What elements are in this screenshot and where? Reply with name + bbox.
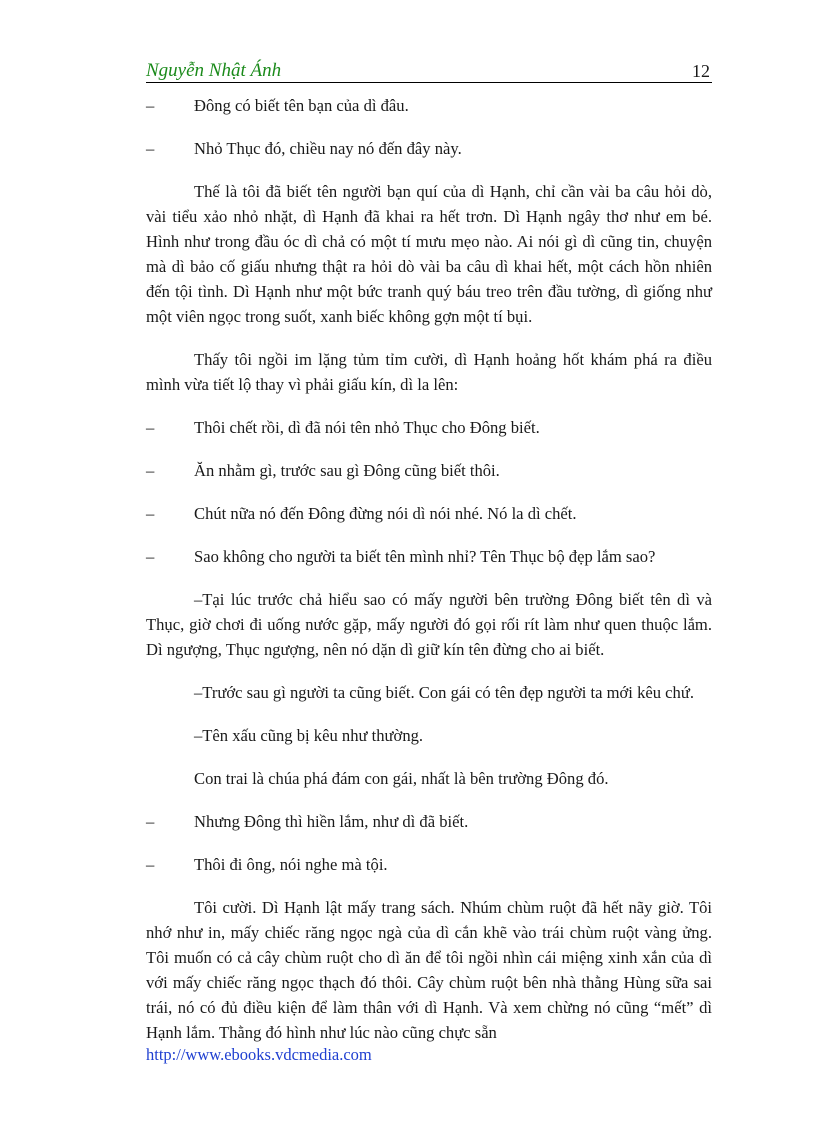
paragraph: –Trước sau gì người ta cũng biết. Con gái có tên đẹp người ta mới kêu chứ. bbox=[194, 683, 694, 702]
dialogue-line bbox=[146, 852, 712, 877]
dialogue-text: Chút nữa nó đến Đông đừng nói dì nói nhé. Nó la dì chết. bbox=[194, 504, 577, 523]
paragraph: Tôi cười. Dì Hạnh lật mấy trang sách. Nhúm chùm ruột đã hết nãy giờ. Tôi nhớ như in, mấy chiếc răng ngọc ngà của dì cắn khẽ vào trái chùm ruột vàng ửng. Tôi muốn có cả cây chùm ruột cho dì ăn để tôi ngồi nhìn cái miệng xinh xắn của dì với mấy chiếc răng ngọc thạch đó thôi. Cây chùm ruột bên nhà thằng Hùng sữa sai trái, nó có đủ điều kiện để làm thân với dì Hạnh. Và xem chừng nó cũng “mết” dì Hạnh lắm. Thằng đó hình như lúc nào cũng chực sẵn bbox=[146, 898, 712, 1042]
dialogue-line bbox=[146, 415, 712, 440]
dialogue-text: Đông có biết tên bạn của dì đâu. bbox=[194, 96, 409, 115]
dialogue-line bbox=[146, 501, 712, 526]
dialogue-text: Sao không cho người ta biết tên mình nhỉ? Tên Thục bộ đẹp lắm sao? bbox=[194, 547, 656, 566]
dialogue-text: Thôi chết rồi, dì đã nói tên nhỏ Thục cho Đông biết. bbox=[194, 418, 540, 437]
dialogue-line bbox=[146, 809, 712, 834]
dialogue-text: Nhưng Đông thì hiền lắm, như dì đã biết. bbox=[194, 812, 469, 831]
dialogue-dash: – bbox=[146, 547, 155, 566]
dialogue-text: Nhỏ Thục đó, chiều nay nó đến đây này. bbox=[194, 139, 462, 158]
paragraph: –Tên xấu cũng bị kêu như thường. bbox=[194, 726, 424, 745]
dialogue-dash: – bbox=[146, 855, 155, 874]
paragraph: –Tại lúc trước chả hiểu sao có mấy người bên trường Đông biết tên dì và Thục, giờ chơi đi uống nước gặp, mấy người đó gọi rối rít làm như quen thuộc lắm. Dì ngượng, Thục ngượng, nên nó dặn dì giữ kín tên đừng cho ai biết. bbox=[146, 590, 712, 659]
dialogue-dash: – bbox=[146, 812, 155, 831]
dialogue-dash: – bbox=[146, 139, 155, 158]
dialogue-line bbox=[146, 544, 712, 569]
paragraph: Thấy tôi ngồi im lặng tủm tỉm cười, dì Hạnh hoảng hốt khám phá ra điều mình vừa tiết lộ thay vì phải giấu kín, dì la lên: bbox=[146, 350, 712, 394]
dialogue-dash: – bbox=[146, 418, 155, 437]
dialogue-line bbox=[146, 458, 712, 483]
dialogue-line bbox=[146, 93, 712, 118]
dialogue-dash: – bbox=[146, 504, 155, 523]
dialogue-text: Thôi đi ông, nói nghe mà tội. bbox=[194, 855, 388, 874]
footer-website-link[interactable]: http://www.ebooks.vdcmedia.com bbox=[146, 1045, 372, 1064]
dialogue-dash: – bbox=[146, 461, 155, 480]
paragraph: Thế là tôi đã biết tên người bạn quí của dì Hạnh, chỉ cần vài ba câu hỏi dò, vài tiểu xảo nhỏ nhặt, dì Hạnh đã khai ra hết trơn. Dì Hạnh ngây thơ như em bé. Hình như trong đầu óc dì chả có một tí mưu mẹo nào. Ai nói gì dì cũng tin, chuyện mà dì bảo cố giấu nhưng thật ra hỏi dò vài ba câu dì khai hết, một cách hồn nhiên đến tội tình. Dì Hạnh như một bức tranh quý báu treo trên đầu tường, dì giống như một viên ngọc trong suốt, xanh biếc không gợn một tí bụi. bbox=[146, 182, 712, 326]
document-body bbox=[146, 93, 712, 1063]
author-name: Nguyễn Nhật Ánh bbox=[146, 60, 282, 81]
dialogue-line bbox=[146, 136, 712, 161]
page-header bbox=[146, 58, 712, 83]
page-number: 12 bbox=[692, 61, 710, 81]
dialogue-dash: – bbox=[146, 96, 155, 115]
dialogue-text: Ăn nhằm gì, trước sau gì Đông cũng biết thôi. bbox=[194, 461, 500, 480]
paragraph: Con trai là chúa phá đám con gái, nhất là bên trường Đông đó. bbox=[194, 769, 609, 788]
